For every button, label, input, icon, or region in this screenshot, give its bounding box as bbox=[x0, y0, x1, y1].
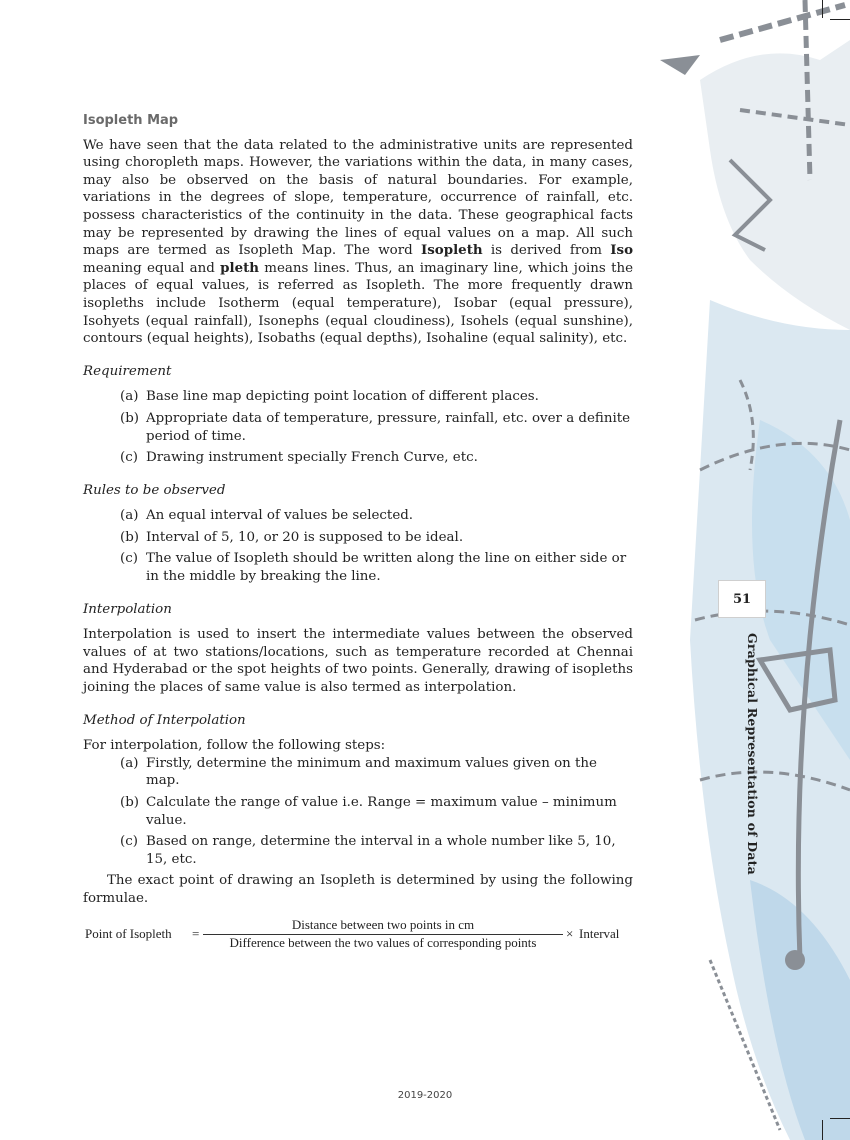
rules-list bbox=[83, 507, 633, 585]
isopleth-formula bbox=[85, 917, 630, 957]
rules-heading: Rules to be observed bbox=[83, 482, 226, 498]
footer-year: 2019-2020 bbox=[397, 1090, 453, 1101]
requirement-heading: Requirement bbox=[83, 363, 172, 379]
list-item: (b) Calculate the range of value i.e. Range = maximum value – minimum value. bbox=[120, 795, 617, 828]
main-content bbox=[83, 112, 633, 908]
formula-right: Interval bbox=[579, 926, 620, 941]
list-item: (b) Interval of 5, 10, or 20 is supposed to be ideal. bbox=[120, 529, 464, 545]
method-closing: The exact point of drawing an Isopleth is determined by using the following formulae. bbox=[83, 873, 633, 906]
interpolation-heading: Interpolation bbox=[83, 601, 172, 617]
section-title: Isopleth Map bbox=[83, 113, 179, 128]
list-item: (c) The value of Isopleth should be written along the line on either side or in the middle by breaking the line. bbox=[120, 551, 627, 585]
decorative-map-illustration bbox=[640, 0, 850, 1140]
formula-equals: = bbox=[192, 926, 200, 941]
list-item: (a) Firstly, determine the minimum and maximum values given on the map. bbox=[120, 755, 597, 789]
formula-denominator: Difference between the two values of corresponding points bbox=[229, 935, 537, 950]
method-heading: Method of Interpolation bbox=[83, 712, 246, 728]
list-item: (a) Base line map depicting point location of different places. bbox=[120, 389, 539, 405]
formula-times: × bbox=[566, 926, 574, 941]
method-lead: For interpolation, follow the following steps: bbox=[83, 738, 386, 754]
requirement-list bbox=[83, 388, 633, 466]
list-item: (c) Drawing instrument specially French Curve, etc. bbox=[120, 450, 478, 466]
interpolation-paragraph: Interpolation is used to insert the intermediate values between the observed values of at two stations/locations, such as temperature recorded at Chennai and Hyderabad or the spot heights of two points. Generally, drawing of isopleths joining the places of same value is also termed as interpolation. bbox=[83, 627, 633, 696]
chapter-title-vertical: Graphical Representation of Data bbox=[745, 633, 760, 875]
list-item: (c) Based on range, determine the interval in a whole number like 5, 10, 15, etc. bbox=[120, 834, 616, 867]
formula-left: Point of Isopleth bbox=[85, 926, 172, 941]
formula-numerator: Distance between two points in cm bbox=[291, 917, 475, 932]
crop-mark bbox=[822, 0, 823, 18]
list-item: (a) An equal interval of values be selected. bbox=[120, 508, 414, 524]
crop-mark bbox=[830, 19, 850, 20]
method-list bbox=[83, 755, 633, 869]
crop-mark bbox=[822, 1120, 823, 1140]
intro-paragraph: We have seen that the data related to the administrative units are represented using choropleth maps. However, the variations within the data, in many cases, may also be observed on the basis of natural boundaries. For example, variations in the degrees of slope, temperature, occurrence of rainfall, etc. possess characteristics of the continuity in the data. These geographical facts may be represented by drawing the lines of equal values on a map. All such maps are termed as Isopleth Map. The word Isopleth is derived from Iso meaning equal and pleth means lines. Thus, an imaginary line, which joins the places of equal values, is referred as Isopleth. The more frequently drawn isopleths include Isotherm (equal temperature), Isobar (equal pressure), Isohyets (equal rainfall), Isonephs (equal cloudiness), Isohels (equal sunshine), contours (equal heights), Isobaths (equal depths), Isohaline (equal salinity), etc. bbox=[83, 137, 633, 347]
page-number: 51 bbox=[718, 580, 766, 618]
crop-mark bbox=[830, 1118, 850, 1119]
list-item: (b) Appropriate data of temperature, pressure, rainfall, etc. over a definite period of time. bbox=[120, 410, 631, 444]
